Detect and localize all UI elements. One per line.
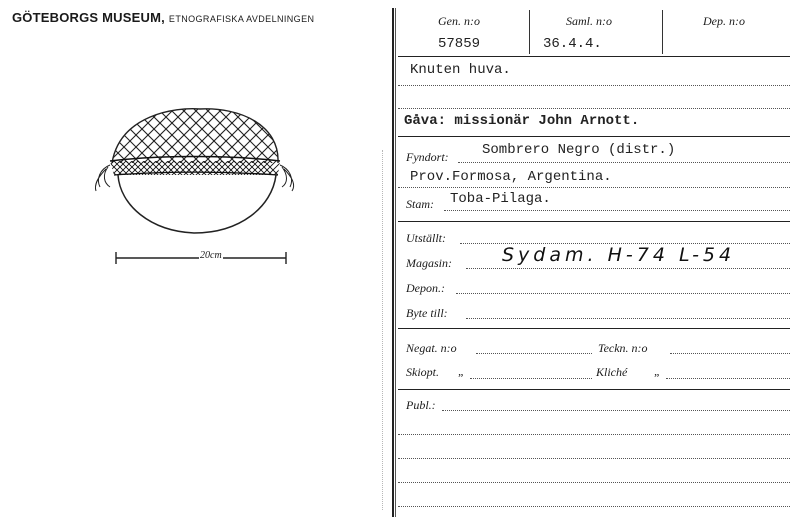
museum-header (12, 9, 314, 27)
card-left-border (392, 8, 394, 517)
line-kliche (666, 378, 790, 379)
line-depon (456, 293, 790, 294)
header-rule (398, 56, 790, 57)
object-name: Knuten huva. (410, 62, 511, 78)
section-rule-4 (398, 389, 790, 390)
fyndort-line2: Prov.Formosa, Argentina. (410, 169, 612, 185)
depon-label: Depon.: (406, 281, 445, 295)
line-byte-till (466, 318, 790, 319)
section-rule-2 (398, 221, 790, 222)
line-negat (476, 353, 592, 354)
line-publ-2 (398, 434, 790, 435)
card-left-border-inner (395, 8, 396, 517)
magasin-value: Sydam. H-74 L-54 (502, 244, 736, 266)
utstallt-label: Utställt: (406, 231, 447, 245)
negat-label: Negat. n:o (406, 341, 457, 355)
line-publ-4 (398, 482, 790, 483)
kliche-label: Kliché (596, 365, 628, 379)
line-magasin (466, 268, 790, 269)
line-publ-3 (398, 458, 790, 459)
line-skiopt (470, 378, 592, 379)
fyndort-line1: Sombrero Negro (distr.) (482, 142, 676, 158)
line-stam (444, 210, 790, 211)
skiopt-label: Skiopt. (406, 365, 439, 379)
byte-till-label: Byte till: (406, 306, 448, 320)
line-object (398, 85, 790, 86)
header-divider-1 (529, 10, 530, 54)
stam-label: Stam: (406, 197, 434, 211)
saml-no-value: 36.4.4. (543, 36, 602, 52)
skiopt-mark: „ (458, 364, 465, 378)
saml-no-label: Saml. n:o (566, 14, 612, 28)
gen-no-value: 57859 (438, 36, 481, 52)
publ-label: Publ.: (406, 398, 436, 412)
fyndort-label: Fyndort: (406, 150, 449, 164)
line-publ-5 (398, 506, 790, 507)
scale-label: 20cm (200, 250, 222, 261)
department-name: ETNOGRAFISKA AVDELNINGEN (168, 14, 315, 24)
line-publ (442, 410, 790, 411)
line-fyndort-2 (398, 187, 790, 188)
section-rule-1 (398, 136, 790, 137)
stam-value: Toba-Pilaga. (450, 191, 551, 207)
gen-no-label: Gen. n:o (438, 14, 480, 28)
museum-name: GÖTEBORGS MUSEUM, (12, 10, 165, 25)
kliche-mark: „ (654, 364, 661, 378)
line-fyndort (458, 162, 790, 163)
line-blank (398, 108, 790, 109)
header-divider-2 (662, 10, 663, 54)
section-rule-3 (398, 328, 790, 329)
line-teckn (670, 353, 790, 354)
donor-info: Gåva: missionär John Arnott. (404, 113, 640, 129)
card-punch-dots (382, 150, 384, 510)
teckn-label: Teckn. n:o (598, 341, 648, 355)
magasin-label: Magasin: (406, 256, 452, 270)
dep-no-label: Dep. n:o (703, 14, 745, 28)
catalog-card (398, 0, 790, 517)
net-cap-drawing (90, 95, 300, 270)
